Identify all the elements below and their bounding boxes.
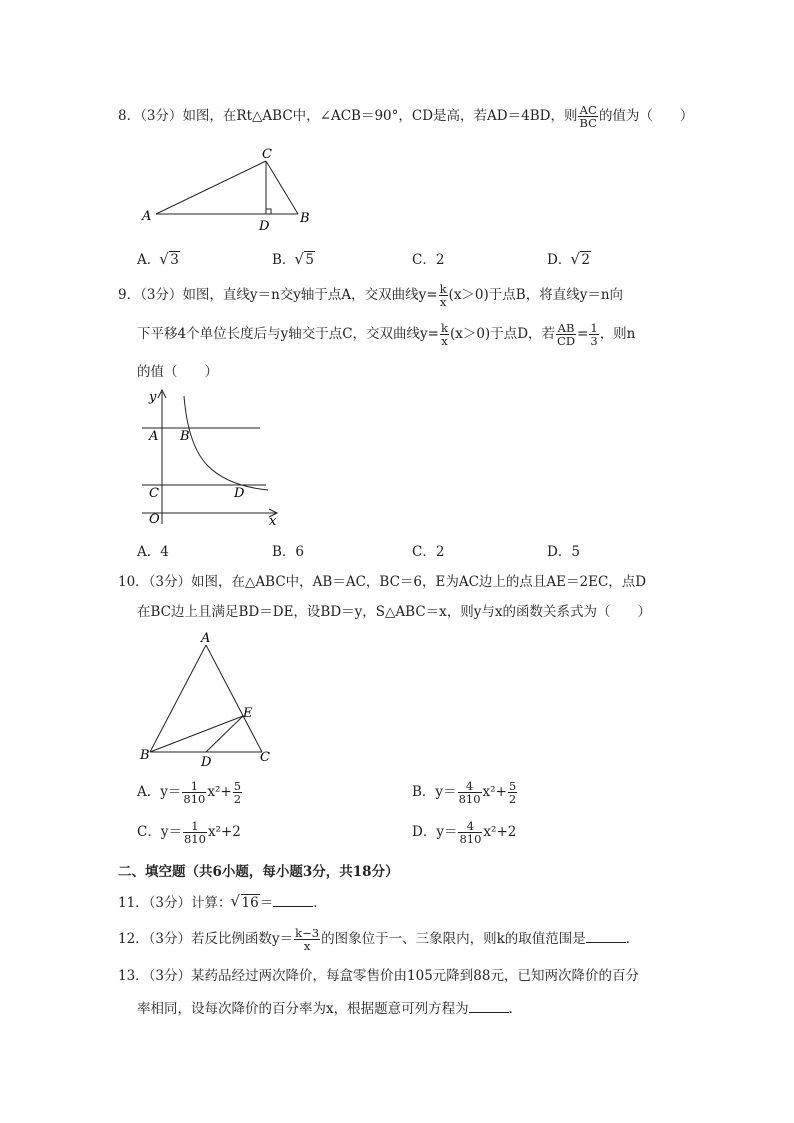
- q11: [118, 892, 327, 913]
- option-text: x²+2: [207, 824, 241, 840]
- option-text: y＝: [160, 784, 182, 800]
- segment-be: [150, 716, 243, 752]
- frac-num: 1: [183, 820, 207, 833]
- frac-num: 4: [458, 820, 482, 833]
- q8-stem-a: 如图，在Rt△ABC中，∠ACB＝90°，CD是高，若AD＝4BD，则: [182, 108, 578, 124]
- q8-frac-num: AC: [579, 103, 597, 117]
- q9-text: 如图，直线y＝n交y轴于点A，交双曲线y=: [182, 287, 438, 303]
- q9-fraction: [439, 283, 448, 308]
- answer-blank[interactable]: [273, 892, 313, 907]
- q11-label: 11．（3分）: [118, 895, 192, 911]
- point-label-c: C: [260, 750, 270, 765]
- option-letter: D．: [547, 252, 572, 268]
- q8-side-cb: [266, 161, 298, 214]
- option-letter: A．: [137, 252, 161, 268]
- q9-line-1: [118, 283, 623, 308]
- option-fraction: [233, 780, 242, 805]
- option-text: y＝: [436, 824, 458, 840]
- side-ab: [150, 645, 206, 752]
- point-label-d: D: [201, 755, 212, 770]
- q9-fraction: [440, 322, 449, 347]
- option-value: 2: [435, 544, 445, 560]
- option-value: 5: [305, 252, 315, 268]
- q12: [118, 927, 639, 952]
- q9-fraction: [589, 322, 598, 347]
- q8-option-a[interactable]: [137, 248, 180, 268]
- q8-option-b[interactable]: [272, 248, 315, 268]
- q8-label: 8．（3分）: [118, 108, 183, 124]
- q9-figure: [138, 386, 283, 528]
- point-label-c: C: [149, 486, 159, 501]
- q10-option-a[interactable]: [137, 780, 243, 805]
- q13-text: 率相同，设每次降价的百分率为x，根据题意可列方程为: [137, 1001, 469, 1017]
- frac-den: 810: [183, 832, 206, 846]
- option-value: 3: [170, 252, 179, 268]
- q12-label: 12．（3分）: [118, 931, 192, 947]
- q11-text: 计算：: [191, 895, 232, 911]
- frac-den: CD: [557, 334, 576, 348]
- frac-den: x: [303, 939, 311, 953]
- q9-option-c[interactable]: [412, 540, 444, 560]
- frac-num: 1: [182, 780, 206, 793]
- q12-text: 的图象位于一、三象限内，则k的取值范围是: [321, 931, 586, 947]
- option-fraction: [458, 780, 482, 805]
- frac-den: 810: [459, 832, 482, 846]
- q11-radicand: 16: [241, 895, 259, 911]
- option-text: x²+2: [483, 824, 517, 840]
- q9-text: =: [577, 326, 589, 342]
- option-letter: B．: [412, 784, 436, 800]
- q9-text: 下平移4个单位长度后与y轴交于点C，交双曲线y=: [137, 326, 439, 342]
- frac-num: k: [439, 282, 447, 296]
- point-label-a: A: [201, 631, 211, 646]
- option-value: 2: [581, 252, 590, 268]
- point-label-e: E: [243, 706, 253, 721]
- q10-option-c[interactable]: [137, 820, 241, 845]
- q9-line-3: 的值（ ）: [137, 364, 218, 380]
- option-letter: D．: [412, 824, 437, 840]
- q9-text: (x＞0)于点B，将直线y＝n向: [448, 287, 624, 303]
- option-letter: A．: [137, 544, 161, 560]
- frac-num: 5: [233, 779, 242, 793]
- option-value: 6: [295, 544, 305, 560]
- frac-num: k: [440, 321, 448, 335]
- option-value: 4: [160, 544, 169, 560]
- option-value: 5: [571, 544, 580, 560]
- q9-option-b[interactable]: [272, 540, 304, 560]
- q9-label: 9．（3分）: [118, 287, 183, 303]
- option-text: x²+: [207, 784, 232, 800]
- answer-blank[interactable]: [469, 998, 509, 1013]
- q9-fraction: [556, 322, 576, 347]
- sqrt-icon: [232, 893, 260, 913]
- option-fraction: [508, 780, 517, 805]
- frac-den: x: [441, 334, 448, 348]
- option-letter: B．: [272, 544, 296, 560]
- axis-label-y: y: [149, 390, 157, 405]
- frac-num: AB: [557, 321, 575, 335]
- option-letter: C．: [412, 252, 436, 268]
- side-ac: [206, 645, 262, 752]
- sqrt-icon: [295, 252, 315, 268]
- q8-option-c[interactable]: [412, 248, 444, 268]
- option-letter: C．: [137, 824, 161, 840]
- q12-fraction: [294, 927, 320, 952]
- q9-text: ，则n: [599, 326, 636, 342]
- q13-line-2: [137, 998, 522, 1019]
- option-letter: D．: [547, 544, 572, 560]
- q13-text: 某药品经过两次降价，每盒零售价由105元降到88元，已知两次降价的百分: [191, 968, 639, 984]
- segment-de: [206, 716, 243, 752]
- q8-frac-den: BC: [579, 116, 597, 130]
- option-fraction: [182, 780, 206, 805]
- q9-text: (x＞0)于点D，若: [449, 326, 556, 342]
- q8-stem: [118, 104, 693, 129]
- q13-text: ．: [508, 1001, 523, 1017]
- frac-den: 2: [233, 792, 242, 806]
- q9-option-d[interactable]: [547, 540, 580, 560]
- q8-stem-b: 的值为（ ）: [598, 108, 694, 124]
- frac-num: 5: [508, 779, 517, 793]
- hyperbola-curve: [184, 396, 268, 490]
- option-text: y＝: [160, 824, 182, 840]
- q8-label-a: A: [142, 209, 152, 224]
- frac-den: x: [439, 295, 447, 309]
- q10-figure: [138, 630, 278, 770]
- q10-line-1: [118, 572, 646, 592]
- q8-label-d: D: [259, 219, 270, 234]
- q9-option-a[interactable]: [137, 540, 169, 560]
- option-fraction: [183, 820, 207, 845]
- frac-den: 2: [508, 792, 517, 806]
- q8-label-c: C: [262, 147, 272, 162]
- point-label-b: B: [180, 429, 190, 444]
- sqrt-icon: [571, 252, 591, 268]
- q12-text: 若反比例函数y＝: [191, 931, 294, 947]
- frac-num: 4: [458, 780, 482, 793]
- option-letter: A．: [137, 784, 161, 800]
- q10-option-b[interactable]: [412, 780, 518, 805]
- q10-option-d[interactable]: [412, 820, 516, 845]
- q13-label: 13．（3分）: [118, 968, 192, 984]
- option-fraction: [458, 820, 482, 845]
- q8-figure: [136, 142, 316, 237]
- frac-den: 3: [590, 334, 598, 348]
- axis-label-x: x: [269, 514, 277, 528]
- q8-option-d[interactable]: [547, 248, 591, 268]
- q13-line-1: [118, 966, 639, 986]
- q8-side-ac: [156, 161, 266, 214]
- option-letter: B．: [272, 252, 296, 268]
- frac-num: k−3: [295, 926, 320, 940]
- q12-text: ．: [625, 931, 640, 947]
- q10-text: 如图，在△ABC中，AB＝AC，BC＝6，E为AC边上的点且AE＝2EC，点D: [191, 574, 647, 590]
- frac-den: 810: [458, 792, 481, 806]
- frac-num: 1: [590, 321, 598, 335]
- q11-text: ＝: [259, 895, 274, 911]
- sqrt-icon: [160, 252, 180, 268]
- option-letter: C．: [412, 544, 436, 560]
- q10-label: 10．（3分）: [118, 574, 192, 590]
- q10-line-2: 在BC边上且满足BD＝DE，设BD＝y，S△ABC＝x，则y与x的函数关系式为（ ）: [137, 604, 652, 620]
- answer-blank[interactable]: [586, 928, 626, 943]
- point-label-d: D: [234, 486, 245, 501]
- section-heading: 二、填空题（共6小题，每小题3分，共18分）: [118, 864, 399, 880]
- q8-right-angle-mark: [266, 209, 271, 214]
- point-label-a: A: [149, 429, 159, 444]
- point-label-b: B: [140, 748, 150, 763]
- frac-den: 810: [183, 792, 206, 806]
- option-text: y＝: [435, 784, 457, 800]
- option-value: 2: [435, 252, 445, 268]
- q11-text: ．: [313, 895, 327, 911]
- q9-line-2: [137, 322, 635, 347]
- point-label-o: O: [149, 512, 160, 527]
- q8-label-b: B: [300, 211, 310, 226]
- option-text: x²+: [482, 784, 507, 800]
- q8-fraction: [578, 104, 597, 129]
